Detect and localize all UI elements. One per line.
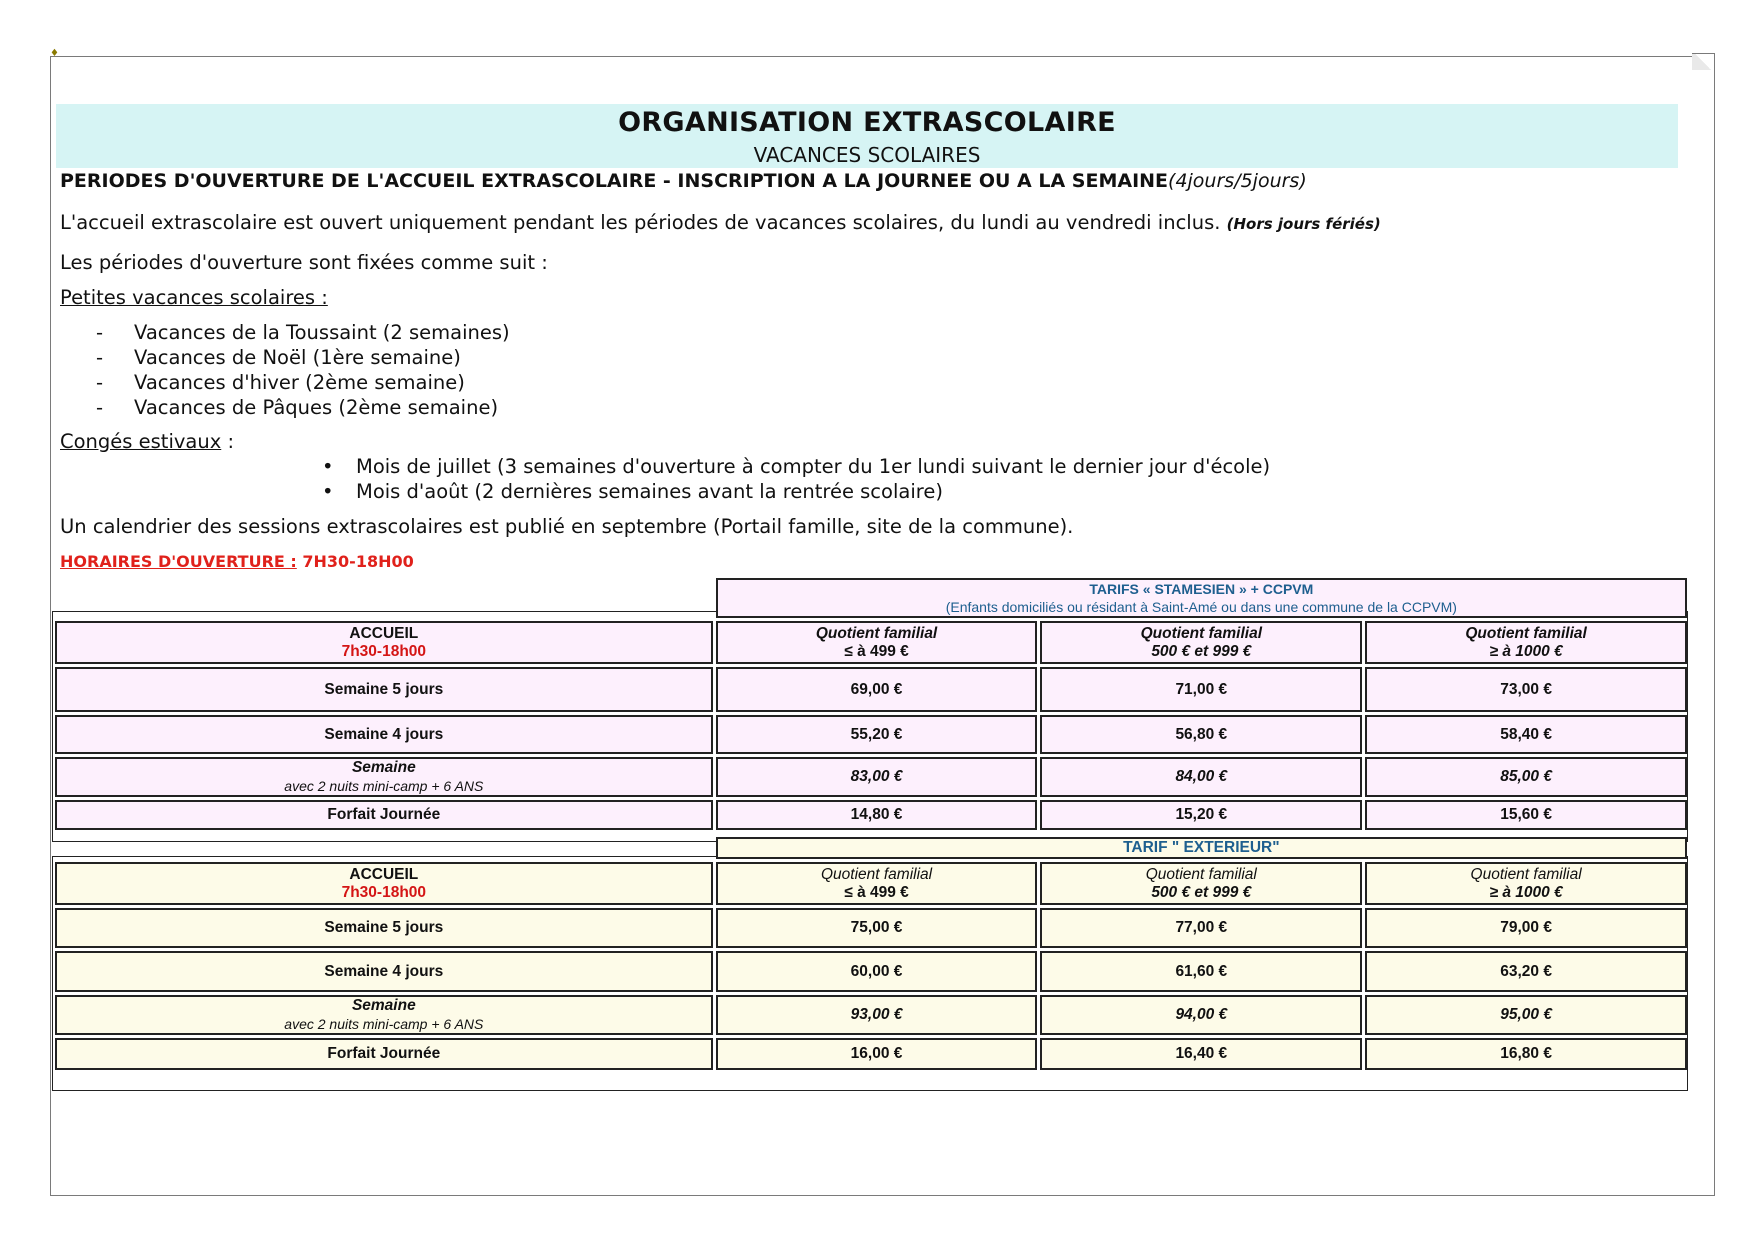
price-cell: 63,20 € xyxy=(1365,951,1687,992)
table-local xyxy=(52,575,1690,833)
table-ext-title: TARIF " EXTERIEUR" xyxy=(716,837,1687,859)
table-local-title: TARIFS « STAMESIEN » + CCPVM xyxy=(1089,581,1314,597)
qf-range: 500 € et 999 € xyxy=(1151,642,1252,660)
qf-label: Quotient familial xyxy=(1145,865,1257,883)
bullet-marker: • xyxy=(322,480,334,503)
qf-range: ≥ à 1000 € xyxy=(1489,642,1563,660)
table-row xyxy=(55,1038,1687,1070)
accueil-hours: 7h30-18h00 xyxy=(341,883,427,901)
price-cell: 84,00 € xyxy=(1040,757,1362,797)
price-cell: 60,00 € xyxy=(716,951,1038,992)
table-ext xyxy=(52,834,1690,1073)
list-item xyxy=(96,395,510,420)
table-row xyxy=(55,757,1687,797)
table-row xyxy=(55,667,1687,712)
price-cell: 55,20 € xyxy=(716,715,1038,754)
row-label: Semaine xyxy=(351,759,416,776)
column-header xyxy=(716,621,1038,664)
bullet-marker: • xyxy=(322,455,334,478)
summer-list xyxy=(322,454,1270,504)
price-cell: 58,40 € xyxy=(1365,715,1687,754)
summer-heading-label: Congés estivaux xyxy=(60,430,222,453)
list-item-label: Mois d'août (2 dernières semaines avant la rentrée scolaire) xyxy=(356,480,943,503)
dash-marker: - xyxy=(96,321,104,344)
qf-range: 500 € et 999 € xyxy=(1151,883,1252,901)
dash-marker: - xyxy=(96,371,104,394)
column-header xyxy=(1365,862,1687,905)
summer-heading xyxy=(60,430,234,453)
price-cell: 15,60 € xyxy=(1365,800,1687,830)
qf-range: ≤ à 499 € xyxy=(844,883,909,901)
accueil-header-cell xyxy=(55,621,713,664)
row-label-cell xyxy=(55,757,713,797)
page-fold-corner xyxy=(1692,53,1715,70)
table-row xyxy=(55,800,1687,830)
table-corner-blank xyxy=(55,578,713,618)
price-cell: 83,00 € xyxy=(716,757,1038,797)
table-local-subtitle: (Enfants domiciliés ou résidant à Saint-Amé ou dans une commune de la CCPVM) xyxy=(945,599,1457,615)
list-item-label: Vacances de Pâques (2ème semaine) xyxy=(134,396,499,419)
qf-range: ≥ à 1000 € xyxy=(1489,883,1563,901)
dash-marker: - xyxy=(96,396,104,419)
table-row xyxy=(55,715,1687,754)
qf-label: Quotient familial xyxy=(1470,865,1582,883)
lead-text: Les périodes d'ouverture sont fixées comme suit : xyxy=(60,251,548,274)
accueil-header-cell xyxy=(55,862,713,905)
intro-note: (Hors jours fériés) xyxy=(1226,215,1381,233)
qf-range: ≤ à 499 € xyxy=(844,642,909,660)
price-cell: 61,60 € xyxy=(1040,951,1362,992)
row-label: Semaine 4 jours xyxy=(55,951,713,992)
row-sublabel: avec 2 nuits mini-camp + 6 ANS xyxy=(284,778,484,794)
row-label: Forfait Journée xyxy=(55,800,713,830)
price-cell: 95,00 € xyxy=(1365,995,1687,1035)
price-cell: 56,80 € xyxy=(1040,715,1362,754)
row-label-cell xyxy=(55,995,713,1035)
qf-label: Quotient familial xyxy=(1140,624,1263,642)
column-header xyxy=(1040,862,1362,905)
price-cell: 79,00 € xyxy=(1365,908,1687,948)
list-item xyxy=(96,370,510,395)
row-sublabel: avec 2 nuits mini-camp + 6 ANS xyxy=(284,1016,484,1032)
price-cell: 69,00 € xyxy=(716,667,1038,712)
accueil-label: ACCUEIL xyxy=(349,865,419,883)
price-cell: 14,80 € xyxy=(716,800,1038,830)
price-cell: 93,00 € xyxy=(716,995,1038,1035)
intro-paragraph xyxy=(60,211,1381,234)
price-cell: 73,00 € xyxy=(1365,667,1687,712)
list-item-label: Mois de juillet (3 semaines d'ouverture à compter du 1er lundi suivant le dernier jour d'école) xyxy=(356,455,1271,478)
opening-hours-value: 7H30-18H00 xyxy=(296,552,414,571)
opening-hours-label: HORAIRES D'OUVERTURE : xyxy=(60,552,297,571)
price-cell: 85,00 € xyxy=(1365,757,1687,797)
row-label: Forfait Journée xyxy=(55,1038,713,1070)
row-label: Semaine xyxy=(351,997,416,1014)
list-item xyxy=(96,320,510,345)
row-label: Semaine 5 jours xyxy=(55,908,713,948)
accueil-hours: 7h30-18h00 xyxy=(341,642,427,660)
table-local-title-cell xyxy=(716,578,1687,618)
price-cell: 77,00 € xyxy=(1040,908,1362,948)
summer-heading-colon: : xyxy=(221,430,235,453)
qf-label: Quotient familial xyxy=(1465,624,1587,642)
price-cell: 16,40 € xyxy=(1040,1038,1362,1070)
column-header xyxy=(1365,621,1687,664)
list-item xyxy=(322,454,1270,479)
column-header xyxy=(1040,621,1362,664)
small-holidays-list xyxy=(96,320,510,420)
list-item-label: Vacances de Noël (1ère semaine) xyxy=(134,346,461,369)
list-item-label: Vacances de la Toussaint (2 semaines) xyxy=(134,321,510,344)
page-subtitle: VACANCES SCOLAIRES xyxy=(753,143,981,167)
price-cell: 16,00 € xyxy=(716,1038,1038,1070)
price-cell: 15,20 € xyxy=(1040,800,1362,830)
table-row xyxy=(55,995,1687,1035)
accueil-label: ACCUEIL xyxy=(349,624,419,642)
price-cell: 75,00 € xyxy=(716,908,1038,948)
intro-text: L'accueil extrascolaire est ouvert uniquement pendant les périodes de vacances scolaires, du lundi au vendredi inclus. xyxy=(60,211,1221,234)
list-item xyxy=(322,479,1270,504)
pin-icon: ♦ xyxy=(50,48,59,59)
small-holidays-heading: Petites vacances scolaires : xyxy=(60,286,328,309)
page-title: ORGANISATION EXTRASCOLAIRE xyxy=(618,107,1116,138)
table-row xyxy=(55,908,1687,948)
section-heading-bold: PERIODES D'OUVERTURE DE L'ACCUEIL EXTRASCOLAIRE - INSCRIPTION A LA JOURNEE OU A LA SEMAINE xyxy=(60,170,1169,192)
opening-hours xyxy=(60,552,414,571)
list-item-label: Vacances d'hiver (2ème semaine) xyxy=(134,371,465,394)
price-cell: 16,80 € xyxy=(1365,1038,1687,1070)
column-header xyxy=(716,862,1038,905)
dash-marker: - xyxy=(96,346,104,369)
price-cell: 94,00 € xyxy=(1040,995,1362,1035)
table-row xyxy=(55,951,1687,992)
section-heading xyxy=(60,170,1307,192)
price-cell: 71,00 € xyxy=(1040,667,1362,712)
qf-label: Quotient familial xyxy=(815,624,938,642)
table-corner-blank xyxy=(55,837,713,859)
qf-label: Quotient familial xyxy=(820,865,933,883)
row-label: Semaine 4 jours xyxy=(55,715,713,754)
section-heading-italic: (4jours/5jours) xyxy=(1168,170,1307,192)
list-item xyxy=(96,345,510,370)
calendar-note: Un calendrier des sessions extrascolaires est publié en septembre (Portail famille, site de la commune). xyxy=(60,515,1074,538)
row-label: Semaine 5 jours xyxy=(55,667,713,712)
